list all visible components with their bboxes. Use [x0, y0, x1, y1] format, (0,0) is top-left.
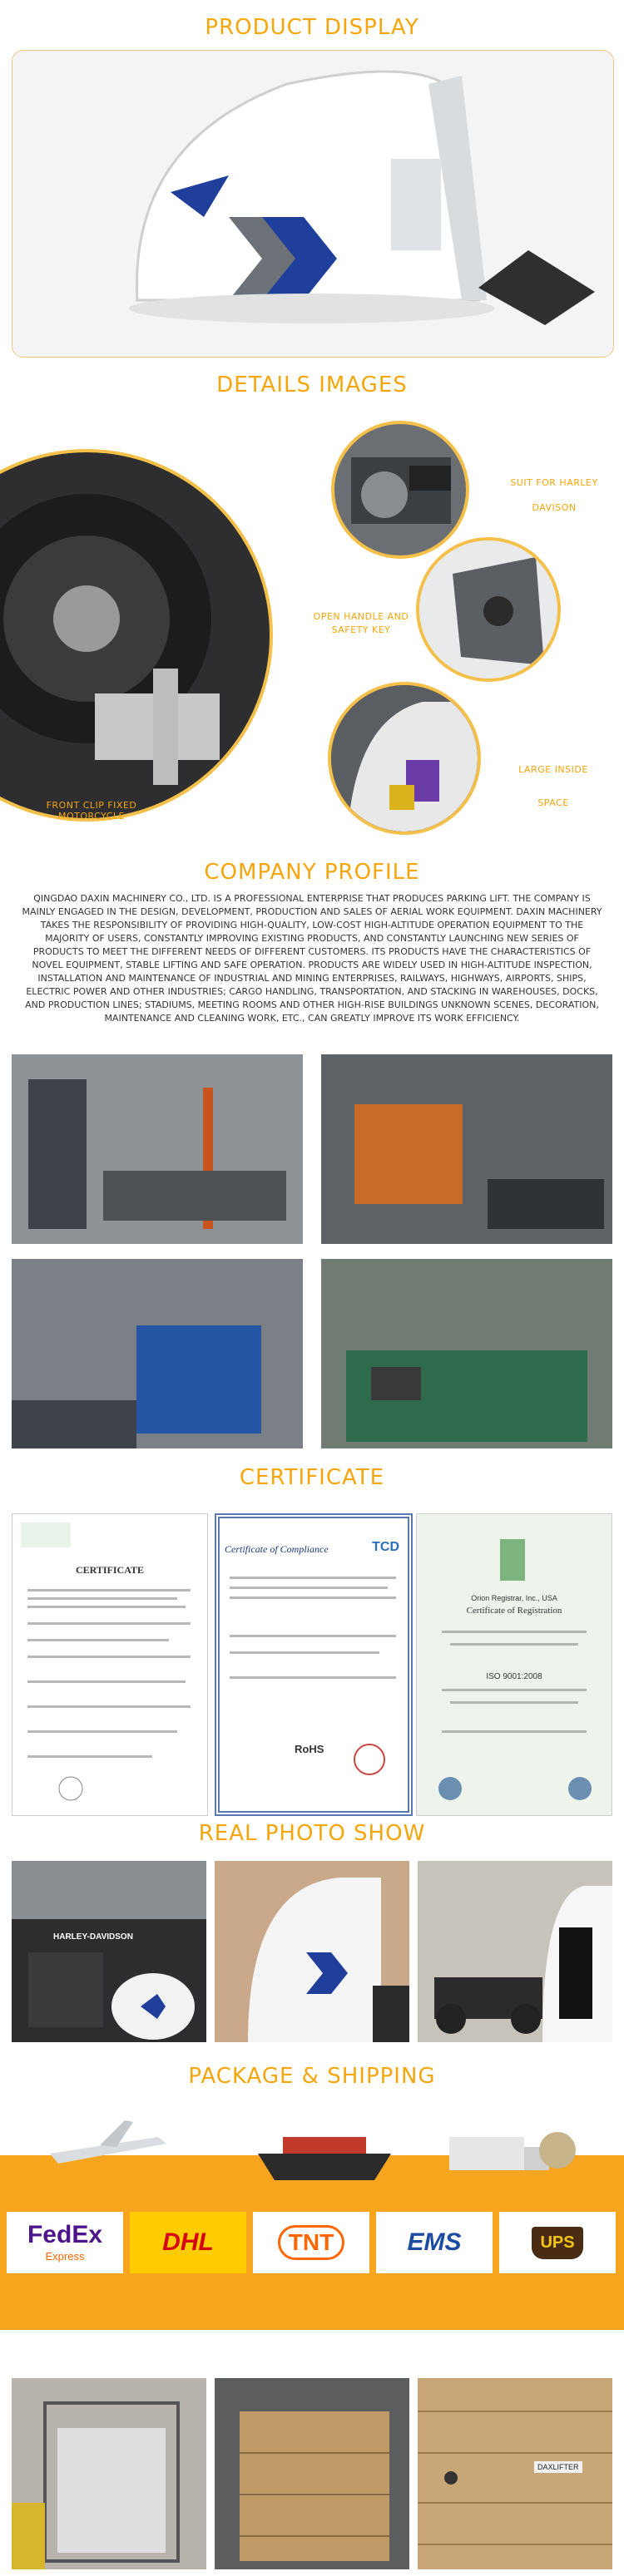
transport-icons — [0, 2104, 624, 2187]
truck-icon — [449, 2132, 576, 2170]
ship-icon — [258, 2137, 391, 2180]
label-suit-harley: SUIT FOR HARLEY DAVISON — [510, 477, 598, 513]
factory-photo-4 — [321, 1259, 612, 1448]
tnt-text: TNT — [278, 2225, 344, 2260]
motorcycle-shelter-image — [12, 51, 613, 357]
real-image-3 — [418, 1861, 612, 2042]
factory-image-3 — [12, 1259, 303, 1448]
dhl-logo — [130, 2212, 246, 2273]
crate-label: DAXLIFTER — [534, 2461, 582, 2473]
real-image-1 — [12, 1861, 206, 2042]
factory-image-2 — [321, 1054, 612, 1244]
section-title-company-profile: COMPANY PROFILE — [204, 860, 420, 885]
package-image-2 — [215, 2378, 409, 2569]
real-photo-2 — [215, 1861, 409, 2042]
fedex-logo — [7, 2212, 123, 2273]
package-image-1 — [12, 2378, 206, 2569]
label-open-handle: OPEN HANDLE AND SAFETY KEY — [313, 611, 409, 635]
section-title-package-shipping: PACKAGE & SHIPPING — [188, 2064, 436, 2089]
fedex-text: FedEx — [27, 2221, 103, 2248]
cert-3-body — [417, 1514, 612, 1815]
ems-text: EMS — [407, 2228, 462, 2256]
cert-2-brand: TCD — [372, 1540, 399, 1554]
certificate-2 — [215, 1513, 413, 1816]
ems-logo — [376, 2212, 493, 2273]
detail-front-clip-photo — [0, 449, 273, 822]
fedex-sub: Express — [45, 2250, 85, 2263]
package-photo-3 — [418, 2378, 612, 2569]
detail-handle-photo — [416, 537, 561, 682]
factory-image-4 — [321, 1259, 612, 1448]
company-profile-text: QINGDAO DAXIN MACHINERY CO., LTD. IS A PROFESSIONAL ENTERPRISE THAT PRODUCES PARKING LIFT. THE COMPANY IS MAINLY ENGAGED IN THE DESIGN, DEVELOPMENT, PRODUCTION AND SALES OF AERIAL WORK EQUIPMENT. DAXIN MACHINERY TAKES THE RESPONSIBILITY OF PROVIDING HIGH-QUALITY, LOW-COST HIGH-ALTITUDE OPERATION EQUIPMENT TO THE MAJORITY OF USERS, CONSTANTLY IMPROVING EXISTING PRODUCTS, AND CONSTANTLY LAUNCHING NEW SERIES OF PRODUCTS TO MEET THE DIFFERENT NEEDS OF DIFFERENT CUSTOMERS. ITS PRODUCTS HAVE THE CHARACTERISTICS OF NOVEL EQUIPMENT, STABLE LIFTING AND SAFE OPERATION. PRODUCTS ARE WIDELY USED IN HIGH-ALTITUDE INSPECTION, INSTALLATION AND MAINTENANCE OF INDUSTRIAL AND MINING ENTERPRISES, RAILWAYS, HIGHWAYS, AIRPORTS, SHIPS, ELECTRIC POWER AND OTHER INDUSTRIES; CARGO HANDLING, TRANSPORTATION, AND STACKING IN WAREHOUSES, DOCKS, AND PRODUCTION LINES; STADIUMS, MEETING ROOMS AND OTHER HIGH-RISE BUILDINGS UNKNOWN SCENES, DECORATION, MAINTENANCE AND CLEANING WORK, ETC., CAN GREATLY IMPROVE ITS WORK EFFICIENCY. — [22, 893, 602, 1024]
harley-engine-image — [334, 424, 466, 555]
section-title-real-photo-show: REAL PHOTO SHOW — [198, 1821, 426, 1846]
certificate-3 — [416, 1513, 612, 1816]
cert-3-standard: ISO 9001:2008 — [486, 1672, 542, 1681]
factory-photo-3 — [12, 1259, 303, 1448]
handle-key-image — [419, 540, 557, 679]
label-front-clip: FRONT CLIP FIXED MOTORCYCLE — [46, 800, 137, 822]
cert-1-title: CERTIFICATE — [75, 1564, 145, 1576]
tnt-logo — [253, 2212, 369, 2273]
cert-2-rohs: RoHS — [295, 1743, 324, 1755]
cert-3-title: Certificate of Registration — [466, 1606, 562, 1616]
airplane-icon — [50, 2120, 166, 2164]
front-wheel-clip-image — [0, 452, 270, 818]
factory-photo-2 — [321, 1054, 612, 1244]
ups-logo — [499, 2212, 616, 2273]
real-photo-3 — [418, 1861, 612, 2042]
section-title-details-images: DETAILS IMAGES — [216, 373, 408, 397]
shop-sign: HARLEY-DAVIDSON — [53, 1932, 133, 1942]
real-photo-1 — [12, 1861, 206, 2042]
factory-image-1 — [12, 1054, 303, 1244]
ups-text: UPS — [532, 2227, 582, 2259]
cert-2-title: Certificate of Compliance — [225, 1543, 329, 1555]
cert-2-body — [220, 1518, 408, 1811]
certificate-1 — [12, 1513, 208, 1816]
detail-harley-photo — [331, 421, 469, 559]
inside-space-image — [331, 685, 478, 832]
cert-3-org: Orion Registrar, Inc., USA — [471, 1594, 557, 1602]
product-photo — [12, 50, 614, 358]
label-large-space: LARGE INSIDE SPACE — [518, 764, 588, 808]
package-photo-2 — [215, 2378, 409, 2569]
real-image-2 — [215, 1861, 409, 2042]
package-image-3 — [418, 2378, 612, 2569]
section-title-certificate: CERTIFICATE — [239, 1465, 385, 1490]
dhl-text: DHL — [162, 2228, 214, 2256]
detail-space-photo — [328, 682, 481, 835]
package-photo-1 — [12, 2378, 206, 2569]
factory-photo-1 — [12, 1054, 303, 1244]
section-title-product-display: PRODUCT DISPLAY — [205, 15, 419, 40]
cert-1-body — [12, 1514, 207, 1815]
